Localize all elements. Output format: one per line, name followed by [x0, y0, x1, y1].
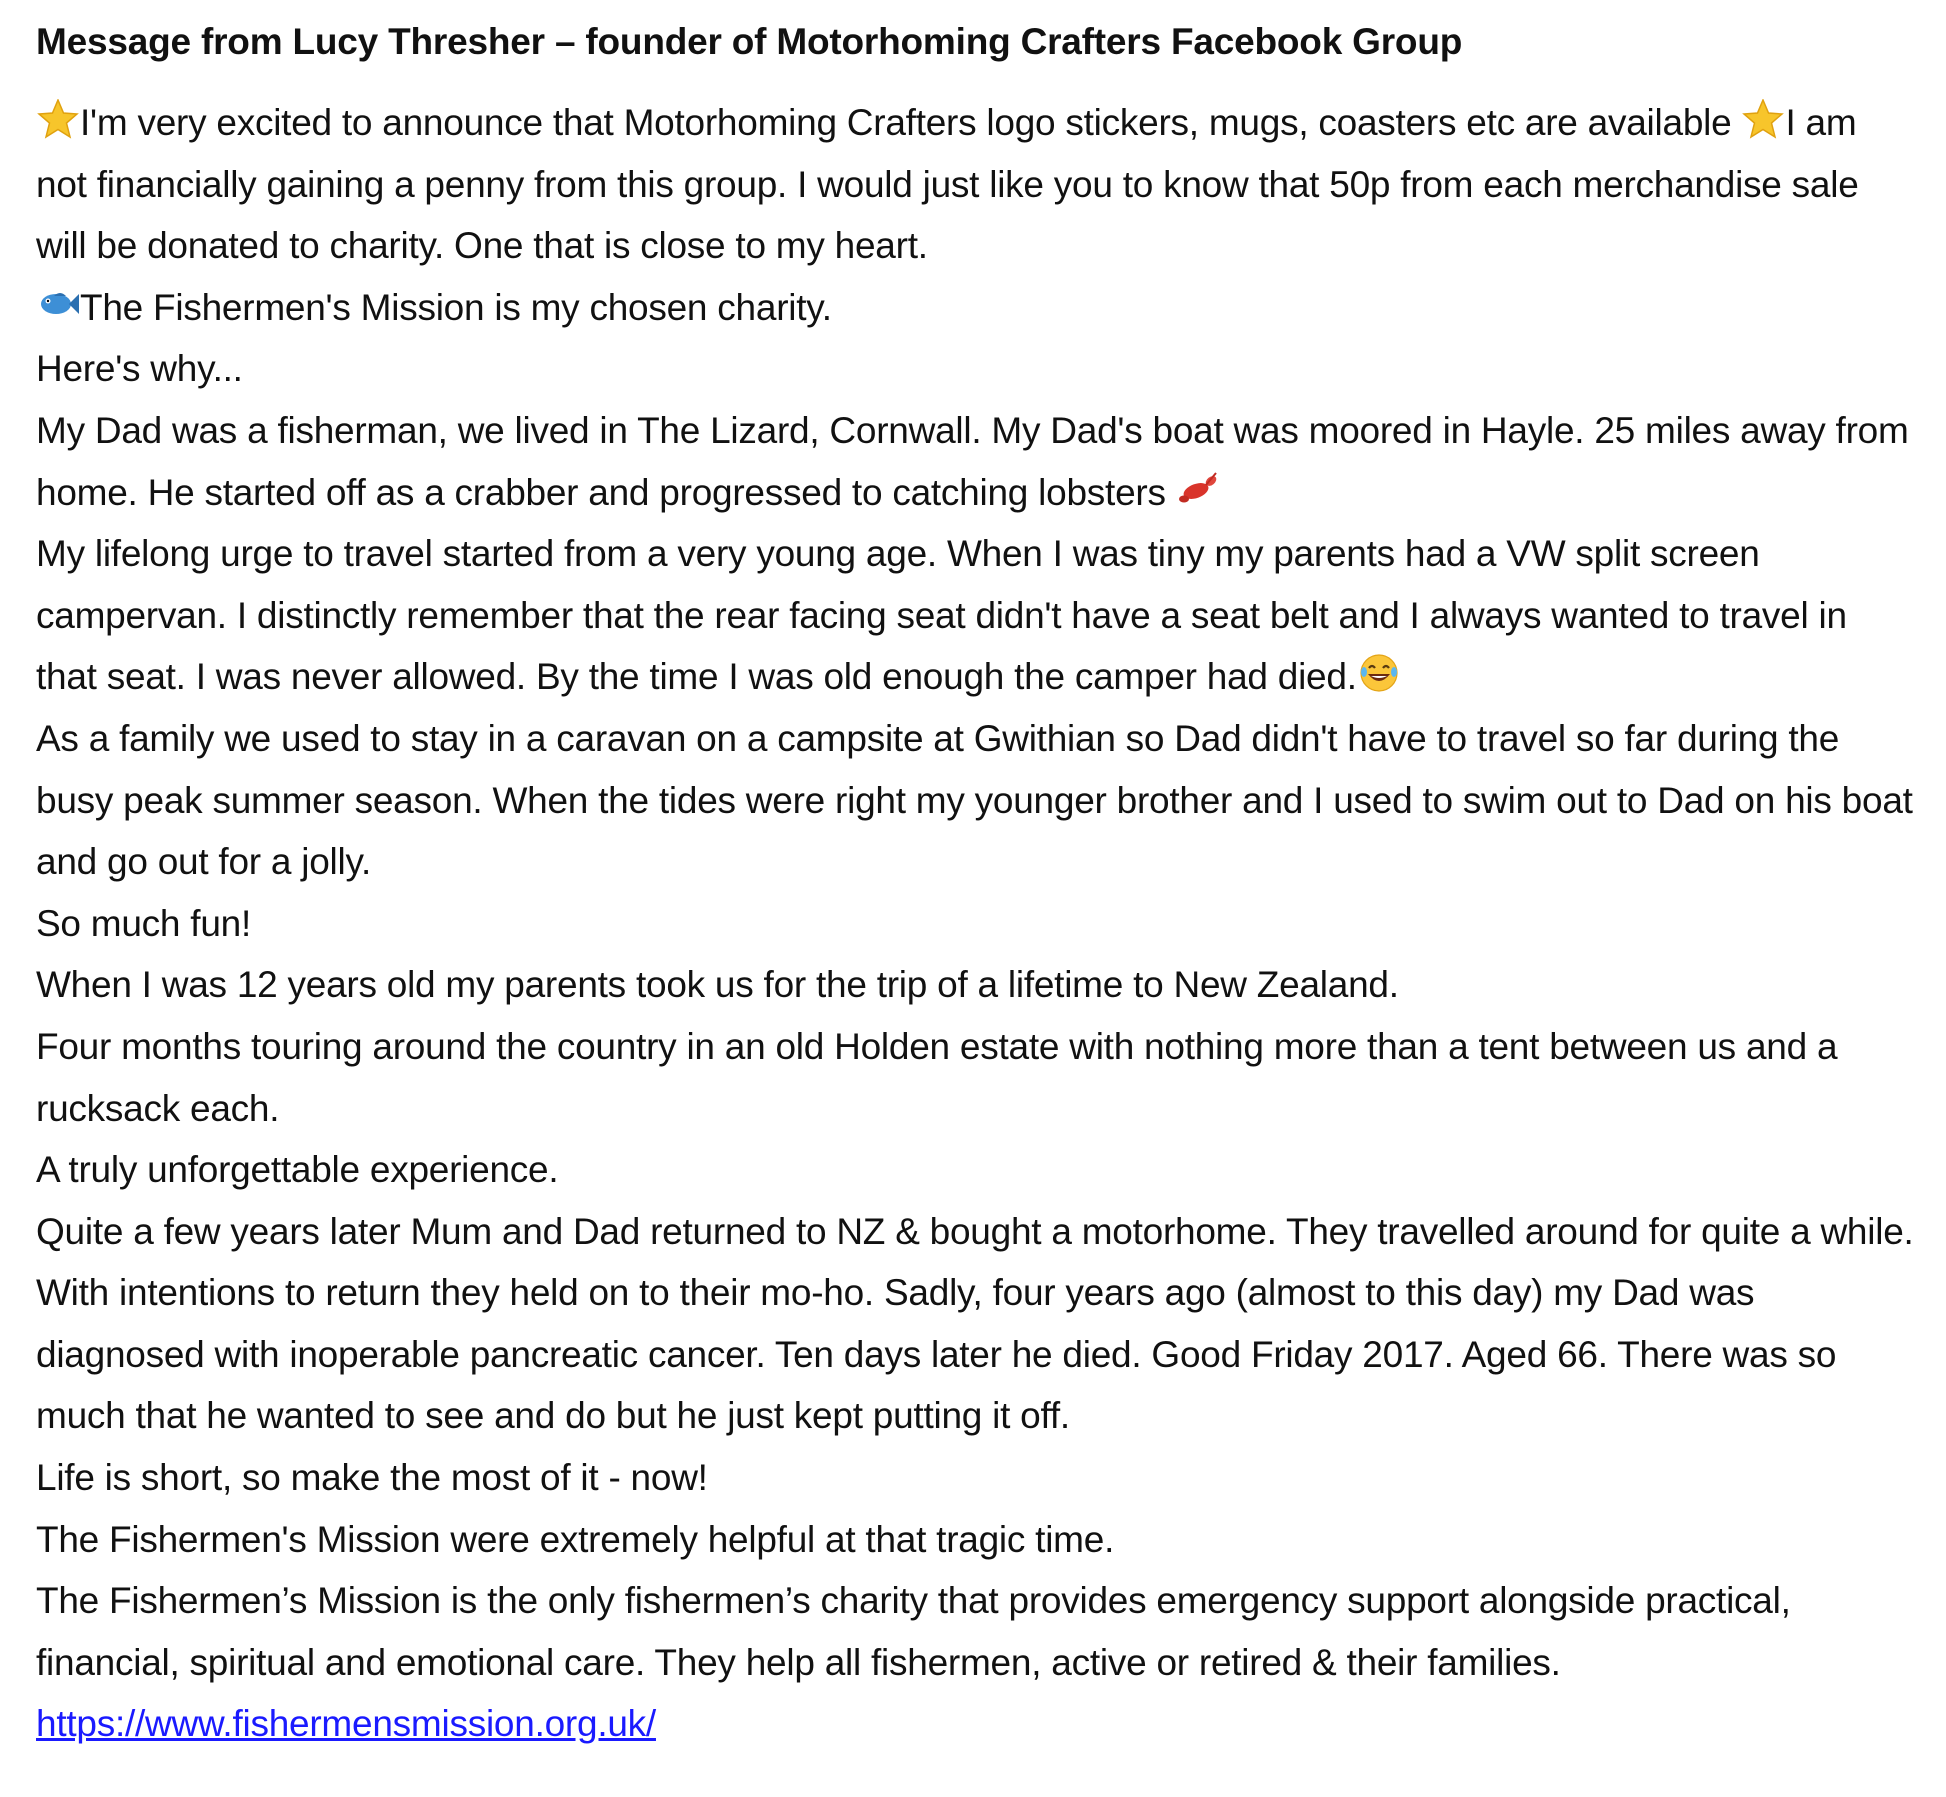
paragraph-heres-why: Here's why...	[36, 348, 243, 390]
fishermens-mission-link[interactable]: https://www.fishermensmission.org.uk/	[36, 1703, 656, 1745]
announcement-text-2: I am not financially gaining a penny from this group. I would just like you to know that 50p from each merchandise sale will be donated to charity. One that is close to my heart.	[36, 102, 1859, 267]
paragraph-dad-fisherman	[36, 400, 1916, 523]
dad-fisherman-text: My Dad was a fisherman, we lived in The Lizard, Cornwall. My Dad's boat was moored in Hayle. 25 miles away from home. He started off as a crabber and progressed to catching lobsters	[36, 409, 1909, 513]
paragraph-new-zealand: When I was 12 years old my parents took us for the trip of a lifetime to New Zealand.	[36, 964, 1399, 1006]
paragraph-motorhome: Quite a few years later Mum and Dad returned to NZ & bought a motorhome. They travelled around for quite a while. With intentions to return they held on to their mo-ho. Sadly, four years ago (almost to this day) my Dad was diagnosed with inoperable pancreatic cancer. Ten days later he died. Good Friday 2017. Aged 66. There was so much that he wanted to see and do but he just kept putting it off.	[36, 1210, 1914, 1437]
paragraph-travel-urge	[36, 523, 1916, 708]
paragraph-charity	[36, 277, 1916, 339]
announcement-text-1: I'm very excited to announce that Motorhoming Crafters logo stickers, mugs, coasters etc are available	[80, 102, 1742, 143]
paragraph-caravan: As a family we used to stay in a caravan on a campsite at Gwithian so Dad didn't have to travel so far during the busy peak summer season. When the tides were right my younger brother and I used to swim out to Dad on his boat and go out for a jolly.	[36, 717, 1913, 883]
document-title: Message from Lucy Thresher – founder of Motorhoming Crafters Facebook Group	[36, 21, 1463, 62]
paragraph-unforgettable: A truly unforgettable experience.	[36, 1149, 559, 1191]
mission-about-text: The Fishermen’s Mission is the only fishermen’s charity that provides emergency support alongside practical, financial, spiritual and emotional care. They help all fishermen, active or retired & their families.	[36, 1580, 1791, 1683]
star-icon	[36, 99, 80, 139]
paragraph-mission-helpful: The Fishermen's Mission were extremely helpful at that tragic time.	[36, 1518, 1115, 1560]
lobster-icon	[1176, 469, 1220, 509]
paragraph-life-is-short: Life is short, so make the most of it - now!	[36, 1457, 708, 1499]
paragraph-announcement	[36, 92, 1916, 277]
travel-urge-text: My lifelong urge to travel started from a very young age. When I was tiny my parents had a VW split screen campervan. I distinctly remember that the rear facing seat didn't have a seat belt and I always wanted to travel in that seat. I was never allowed. By the time I was old enough the camper had died.	[36, 533, 1847, 698]
paragraph-mission-about	[36, 1570, 1916, 1755]
paragraph-four-months: Four months touring around the country in an old Holden estate with nothing more than a tent between us and a rucksack each.	[36, 1025, 1838, 1129]
star-icon	[1741, 99, 1785, 139]
paragraph-so-much-fun: So much fun!	[36, 902, 252, 944]
laughing-face-icon	[1357, 653, 1401, 693]
charity-text: The Fishermen's Mission is my chosen charity.	[80, 286, 832, 328]
fish-icon	[36, 284, 80, 324]
document	[36, 18, 1916, 1755]
